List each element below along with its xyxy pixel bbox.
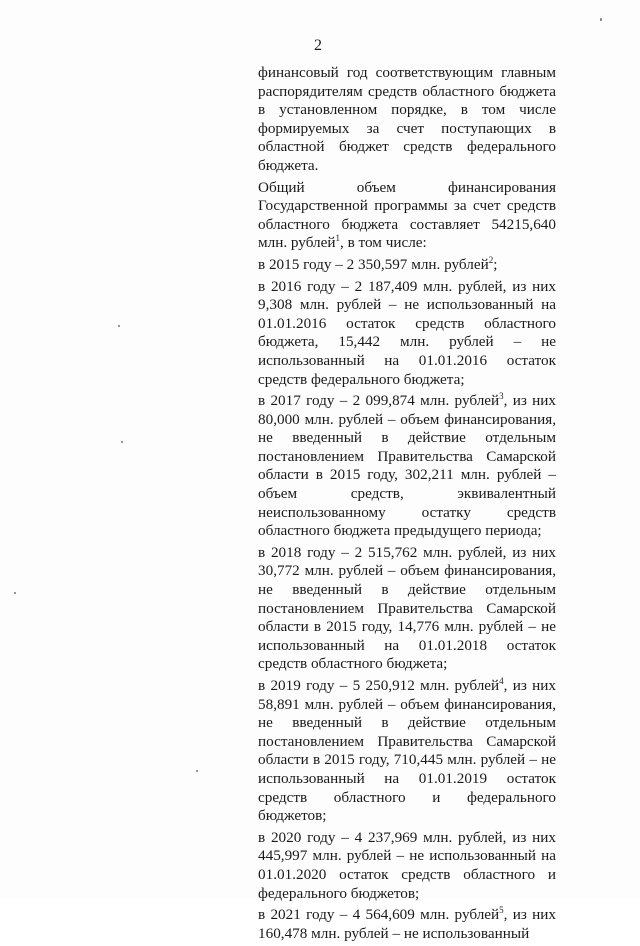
footnote-ref: 3 bbox=[499, 391, 504, 402]
scan-speck bbox=[196, 770, 198, 772]
scan-speck bbox=[121, 441, 123, 443]
paragraph-tail: , в том числе: bbox=[340, 234, 427, 252]
paragraph-text: финансовый год соответствующим главным распорядителям средств областного бюджета в установленном порядке, в том числе формируемых за счет поступающих в областной бюджет средств федерального бюджета. bbox=[258, 64, 556, 174]
paragraph bbox=[258, 829, 556, 903]
paragraph-text: в 2017 году – 2 099,874 млн. рублей bbox=[258, 392, 500, 410]
scan-speck bbox=[118, 325, 120, 327]
paragraph-text: в 2015 году – 2 350,597 млн. рублей bbox=[258, 255, 489, 273]
paragraph bbox=[258, 256, 556, 275]
paragraph bbox=[258, 179, 556, 253]
page-number: 2 bbox=[314, 37, 322, 54]
paragraph-text: в 2018 году – 2 515,762 млн. рублей, из них 30,772 млн. рублей – объем финансирования, не введенный в действие отдельным постановлением Правительства Самарской области в 2015 году, 14,776 млн. рублей – не использованный на 01.01.2018 остаток средств областного бюджета; bbox=[258, 543, 556, 673]
paragraph-text: Общий объем финансирования Государственной программы за счет средств областного бюджета составляет 54215,640 млн. рублей bbox=[258, 178, 556, 252]
paragraph-tail: , из них 58,891 млн. рублей – объем финансирования, не введенный в действие отдельным постановлением Правительства Самарской области в 2015 году, 710,445 млн. рублей – не использованный на 01.01.2019 остаток средств областного и федерального бюджетов; bbox=[258, 677, 556, 825]
paragraph bbox=[258, 392, 556, 541]
footnote-ref: 2 bbox=[488, 254, 494, 265]
paragraph-text: в 2019 году – 5 250,912 млн. рублей bbox=[258, 677, 500, 694]
paragraph-tail: , из них 80,000 млн. рублей – объем финансирования, не введенный в действие отдельным постановлением Правительства Самарской области в 2015 году, 302,211 млн. рублей – объем средств, эквивалентный неиспользованному остатку средств областного бюджета предыдущего периода; bbox=[258, 392, 556, 540]
paragraph-tail: , из них 160,478 млн. рублей – не использованный bbox=[258, 906, 556, 942]
paragraph bbox=[258, 906, 556, 943]
paragraph-text: в 2020 году – 4 237,969 млн. рублей, из них 445,997 млн. рублей – не использованный на 01.01.2020 остаток средств областного и федерального бюджетов; bbox=[258, 828, 556, 902]
paragraph-text: в 2016 году – 2 187,409 млн. рублей, из них 9,308 млн. рублей – не использованный на 01.01.2016 остаток средств областного бюджета, 15,442 млн. рублей – не использованный на 01.01.2016 остаток средств федерального бюджета; bbox=[258, 277, 556, 388]
paragraph bbox=[258, 278, 556, 390]
body-text bbox=[258, 64, 556, 946]
paragraph bbox=[258, 677, 556, 826]
paragraph-text: в 2021 году – 4 564,609 млн. рублей bbox=[258, 906, 500, 924]
scan-speck bbox=[14, 592, 16, 594]
paragraph bbox=[258, 64, 556, 176]
paragraph bbox=[258, 544, 556, 674]
scan-speck bbox=[600, 18, 602, 21]
footnote-ref: 5 bbox=[499, 905, 504, 916]
footnote-ref: 4 bbox=[499, 675, 504, 686]
paragraph-tail: ; bbox=[493, 255, 498, 273]
footnote-ref: 1 bbox=[335, 233, 340, 244]
